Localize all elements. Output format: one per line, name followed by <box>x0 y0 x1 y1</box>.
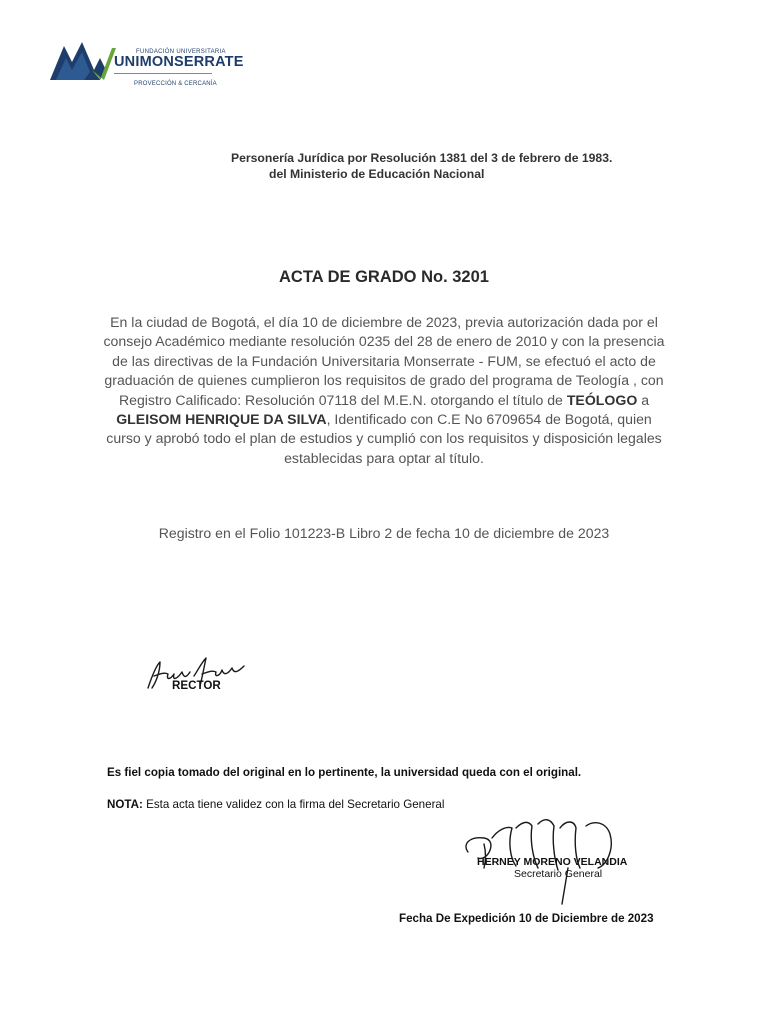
rector-label: RECTOR <box>172 679 221 692</box>
secretary-name: HERNEY MORENO VELANDIA <box>477 856 628 868</box>
logo-slogan: PROVECCIÓN & CERCANÍA <box>134 81 217 87</box>
graduate-name: GLEISOM HENRIQUE DA SILVA <box>116 411 327 428</box>
body-text-part2: , Identificado con C.E No 6709654 de Bogotá, quien curso y aprobó todo el plan de estudios y cumplió con los requisitos y disposición legales establecidas para optar al título. <box>106 411 662 466</box>
body-connector: a <box>637 391 650 408</box>
logo-divider <box>114 73 212 74</box>
document-title: ACTA DE GRADO No. 3201 <box>279 268 489 286</box>
issue-date: Fecha De Expedición 10 de Diciembre de 2023 <box>399 912 654 925</box>
nota-label: NOTA: <box>107 798 143 811</box>
document-body <box>100 313 668 468</box>
degree-title: TEÓLOGO <box>566 391 638 408</box>
secretary-title: Secretario General <box>514 868 603 880</box>
legal-status-line2: del Ministerio de Educación Nacional <box>269 167 485 181</box>
legal-status-line1: Personería Jurídica por Resolución 1381 del 3 de febrero de 1983. <box>231 151 613 165</box>
certified-copy-note: Es fiel copia tomado del original en lo pertinente, la universidad queda con el original. <box>107 766 582 779</box>
university-logo <box>48 36 244 98</box>
registro-line: Registro en el Folio 101223-B Libro 2 de fecha 10 de diciembre de 2023 <box>158 525 610 541</box>
body-text-part1: En la ciudad de Bogotá, el día 10 de diciembre de 2023, previa autorización dada por el consejo Académico mediante resolución 0235 del 28 de enero de 2010 y con la presencia de las directivas de la Fundación Universitaria Monserrate - FUM, se efectuó el acto de graduación de quienes cumplieron los requisitos de grado del programa de Teología , con Registro Calificado: Resolución 07118 del M.E.N. otorgando el título de <box>103 314 665 408</box>
unimonserrate-mountain-logo-icon <box>48 40 120 84</box>
nota-text: Esta acta tiene validez con la firma del Secretario General <box>142 798 445 811</box>
nota-line <box>107 795 444 813</box>
logo-top-text: FUNDACIÓN UNIVERSITARIA <box>136 49 226 55</box>
logo-name: UNIMONSERRATE <box>114 54 244 70</box>
